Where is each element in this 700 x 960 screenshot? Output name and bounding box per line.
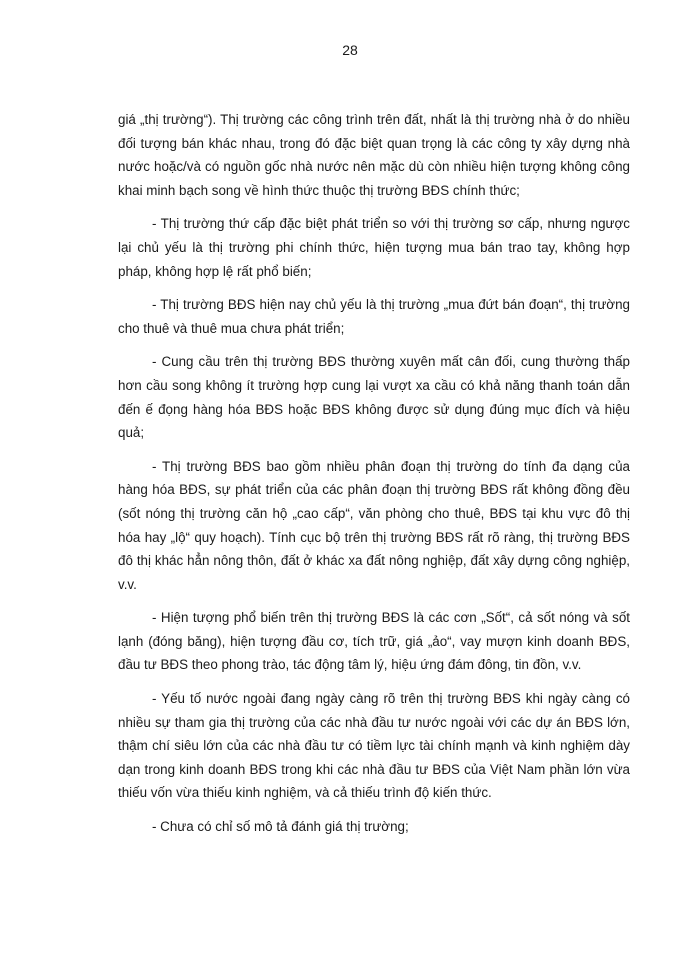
paragraph-continuation: giá „thị trường“). Thị trường các công trình trên đất, nhất là thị trường nhà ở do nhiều đối tượng bán khác nhau, trong đó đặc biệt quan trọng là các công ty xây dựng nhà nước hoặc/và có nguồn gốc nhà nước nên mặc dù còn nhiều hiện tượng không công khai minh bạch song về hình thức thuộc thị trường BĐS chính thức;: [118, 112, 630, 198]
paragraph-market-segments: - Thị trường BĐS bao gồm nhiều phân đoạn thị trường do tính đa dạng của hàng hóa BĐS, sự phát triển của các phân đoạn thị trường BĐS rất không đồng đều (sốt nóng thị trường căn hộ „cao cấp“, văn phòng cho thuê, BĐS tại khu vực đô thị hóa hay „lộ“ quy hoạch). Tính cục bộ trên thị trường BĐS rất rõ ràng, thị trường BĐS đô thị khác hẳn nông thôn, đất ở khác xa đất nông nghiệp, đất xây dựng công nghiệp, v.v.: [118, 458, 630, 592]
paragraph-foreign-factor: - Yếu tố nước ngoài đang ngày càng rõ trên thị trường BĐS khi ngày càng có nhiều sự tham gia thị trường của các nhà đầu tư nước ngoài với các dự án BĐS lớn, thậm chí siêu lớn của các nhà đầu tư có tiềm lực tài chính mạnh và kinh nghiệm dày dạn trong kinh doanh BĐS trong khi các nhà đầu tư BĐS của Việt Nam phần lớn vừa thiếu vốn vừa thiếu kinh nghiệm, và cả thiếu trình độ kiến thức.: [118, 691, 630, 801]
paragraph-fever: - Hiện tượng phổ biến trên thị trường BĐS là các cơn „Sốt“, cả sốt nóng và sốt lạnh (đóng băng), hiện tượng đầu cơ, tích trữ, giá „ảo“, vay mượn kinh doanh BĐS, đầu tư BĐS theo phong trào, tác động tâm lý, hiệu ứng đám đông, tin đồn, v.v.: [118, 610, 630, 673]
paragraph-supply-demand: - Cung cầu trên thị trường BĐS thường xuyên mất cân đối, cung thường thấp hơn cầu song không ít trường hợp cung lại vượt xa cầu có khả năng thanh toán dẫn đến ế đọng hàng hóa BĐS hoặc BĐS không được sử dụng đúng mục đích và hiệu quả;: [118, 354, 630, 441]
document-body: [118, 108, 630, 849]
page-number: 28: [342, 42, 358, 58]
paragraph-outright-sale: - Thị trường BĐS hiện nay chủ yếu là thị trường „mua đứt bán đoạn“, thị trường cho thuê và thuê mua chưa phát triển;: [118, 297, 630, 336]
paragraph-secondary-market: - Thị trường thứ cấp đặc biệt phát triển so với thị trường sơ cấp, nhưng ngược lại chủ yếu là thị trường phi chính thức, hiện tượng mua bán trao tay, không hợp pháp, không hợp lệ rất phổ biến;: [118, 216, 630, 279]
paragraph-no-index: - Chưa có chỉ số mô tả đánh giá thị trường;: [152, 819, 409, 835]
